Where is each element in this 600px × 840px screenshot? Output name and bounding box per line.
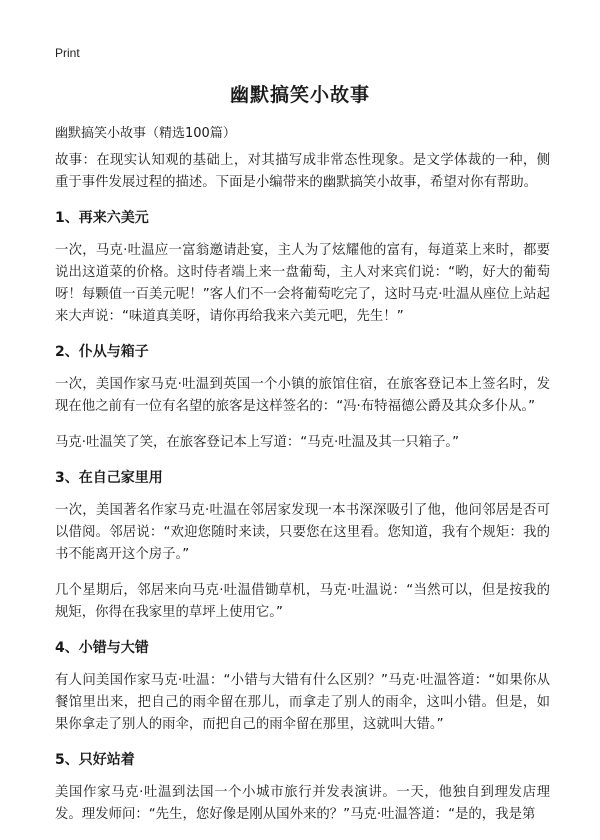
story-paragraph: 美国作家马克·吐温到法国一个小城市旅行并发表演讲。一天，他独自到理发店理发。理发师问：“先生，您好像是刚从国外来的？”马克·吐温答道：“是的，我是第 (55, 785, 550, 822)
story-section-3 (55, 468, 550, 624)
story-paragraph: 马克·吐温笑了笑，在旅客登记本上写道：“马克·吐温及其一只箱子。” (55, 435, 460, 450)
story-paragraph: 一次，马克·吐温应一富翁邀请赴宴，主人为了炫耀他的富有，每道菜上来时，都要说出这道菜的价格。这时侍者端上来一盘葡萄，主人对来宾们说：“哟，好大的葡萄呀！每颗值一百美元呢！”客人们不一会将葡萄吃完了，这时马克·吐温从座位上站起来大声说：“味道真美呀，请你再给我来六美元吧，先生！” (55, 243, 550, 324)
section-heading: 4、小错与大错 (55, 640, 149, 656)
story-paragraph: 有人问美国作家马克·吐温：“小错与大错有什么区别？”马克·吐温答道：“如果你从餐馆里出来，把自己的雨伞留在那儿，而拿走了别人的雨伞，这叫小错。但是，如果你拿走了别人的雨伞，而把自己的雨伞留在那里，这就叫大错。” (55, 673, 550, 732)
section-heading: 5、只好站着 (55, 752, 135, 768)
story-section-1 (55, 208, 550, 328)
story-section-5 (55, 750, 550, 826)
story-paragraph: 一次，美国著名作家马克·吐温在邻居家发现一本书深深吸引了他，他问邻居是否可以借阅。邻居说：“欢迎您随时来读，只要您在这里看。您知道，我有个规矩：我的书不能离开这个房子。” (55, 503, 550, 562)
document-subtitle: 幽默搞笑小故事（精选100篇） (55, 126, 236, 141)
print-label: Print (55, 46, 80, 60)
intro-paragraph: 故事：在现实认知观的基础上，对其描写成非常态性现象。是文学体裁的一种，侧重于事件发展过程的描述。下面是小编带来的幽默搞笑小故事，希望对你有帮助。 (55, 153, 550, 190)
section-heading: 2、仆从与箱子 (55, 344, 149, 360)
story-paragraph: 一次，美国作家马克·吐温到英国一个小镇的旅馆住宿，在旅客登记本上签名时，发现在他之前有一位有名望的旅客是这样签名的：“冯·布特福德公爵及其众多仆从。” (55, 377, 550, 414)
story-section-4 (55, 638, 550, 736)
section-heading: 3、在自己家里用 (55, 470, 163, 486)
document-body (55, 150, 550, 840)
section-heading: 1、再来六美元 (55, 210, 149, 226)
story-paragraph: 几个星期后，邻居来向马克·吐温借锄草机，马克·吐温说：“当然可以，但是按我的规矩，你得在我家里的草坪上使用它。” (55, 583, 550, 620)
document-title: 幽默搞笑小故事 (229, 84, 370, 106)
story-section-2 (55, 342, 550, 454)
